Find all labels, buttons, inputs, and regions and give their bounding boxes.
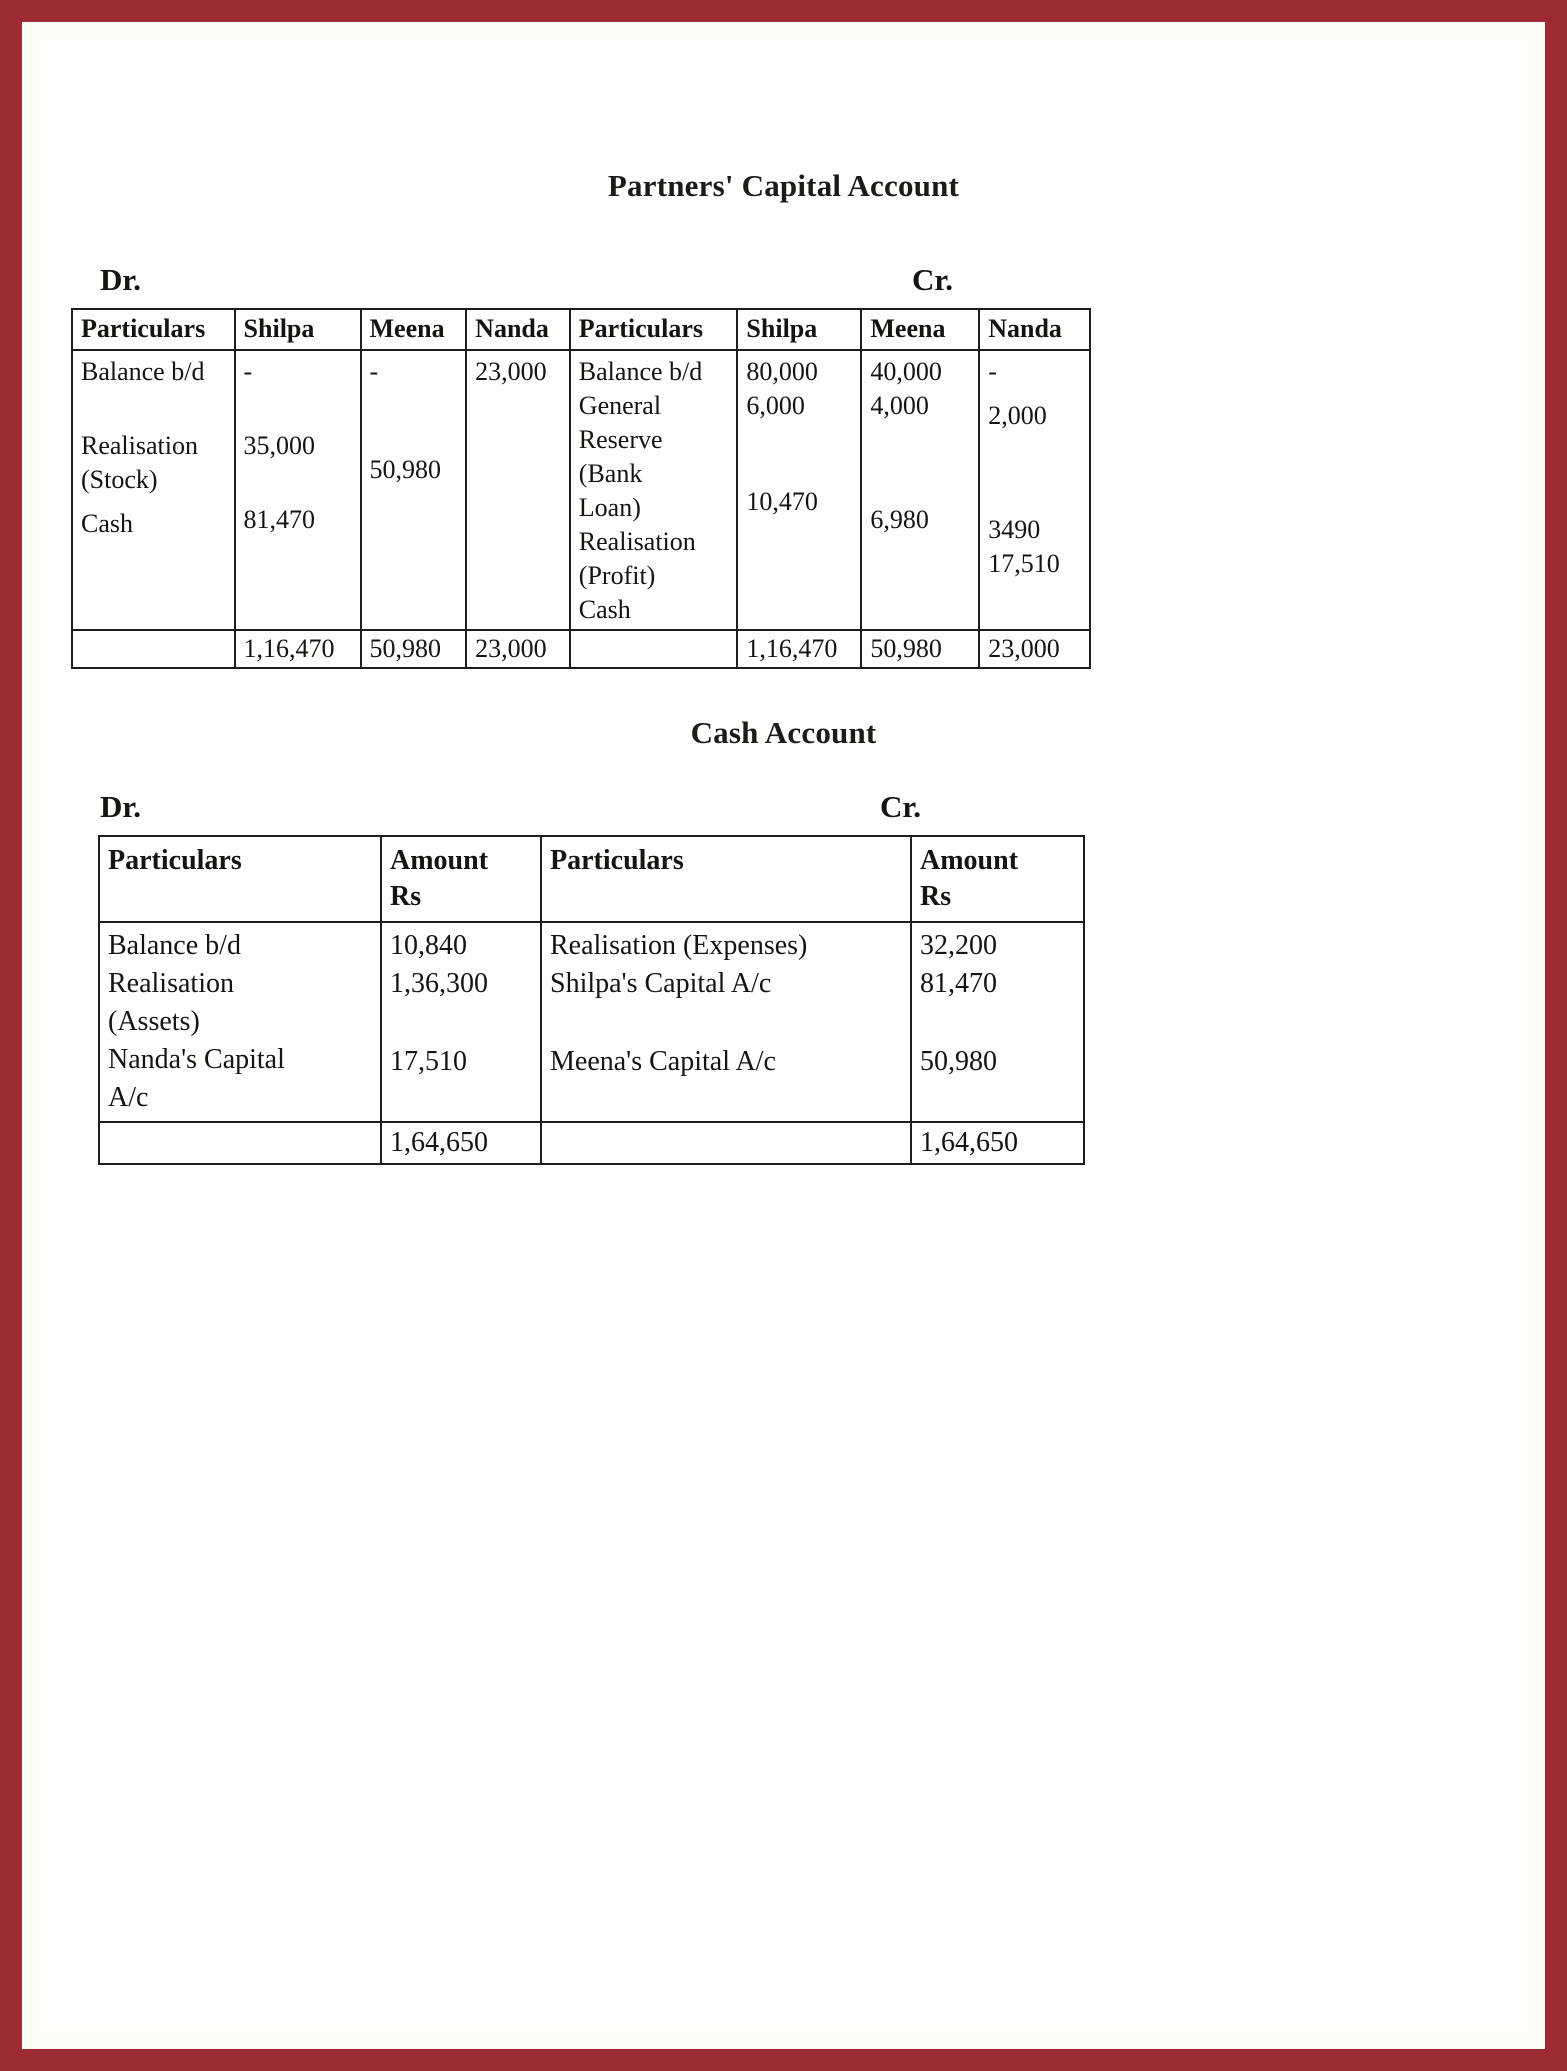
capital-cr-meena-cell (861, 350, 979, 630)
cash-totals-row (99, 1122, 1084, 1164)
cash-dr-particulars-line-1: Balance b/d (108, 930, 241, 961)
capital-cr-nanda-cell (979, 350, 1090, 630)
capital-drcr-row (40, 262, 1527, 308)
cash-drcr-row (40, 789, 1527, 835)
cash-dr-particulars-line-2: Realisation (108, 968, 234, 999)
capital-total-cr-shilpa: 1,16,470 (737, 630, 861, 668)
cash-body-row (99, 922, 1084, 1122)
spacer (370, 389, 459, 453)
capital-dr-particulars-line-1: Balance b/d (81, 357, 205, 386)
cash-total-dr-amount: 1,64,650 (381, 1122, 541, 1164)
cash-dr-amount-cell (381, 922, 541, 1122)
capital-cr-nanda-line-3: 3490 (988, 515, 1041, 544)
cash-header-amount-cr-line1: Amount (920, 845, 1019, 876)
capital-cr-particulars-line-4: (Bank (578, 459, 643, 488)
spacer (988, 473, 1082, 513)
cash-header-amount-dr-line1: Amount (390, 845, 489, 876)
capital-cr-shilpa-line-1: 80,000 (746, 357, 818, 386)
capital-header-nanda-cr: Nanda (979, 309, 1090, 350)
capital-cr-meena-line-1: 40,000 (870, 357, 942, 386)
cash-header-amount-dr (381, 836, 541, 922)
cash-cr-amount-line-2: 81,470 (920, 968, 997, 999)
cash-total-cr-amount: 1,64,650 (911, 1122, 1084, 1164)
cash-dr-amount-line-2: 1,36,300 (390, 968, 488, 999)
spacer (550, 1003, 903, 1043)
spacer (870, 463, 971, 503)
spacer (244, 463, 353, 503)
capital-cr-nanda-line-4: 17,510 (988, 549, 1060, 578)
capital-account-title: Partners' Capital Account (607, 168, 960, 203)
spacer (81, 497, 227, 507)
capital-total-cr-nanda: 23,000 (979, 630, 1090, 668)
spacer (746, 463, 853, 485)
spacer (81, 389, 227, 429)
spacer (870, 423, 971, 463)
capital-dr-shilpa-line-3: 81,470 (243, 505, 316, 534)
capital-cr-meena-line-3: 6,980 (870, 505, 929, 534)
cash-total-cr-particulars (541, 1122, 911, 1164)
cash-account-title: Cash Account (690, 715, 877, 750)
capital-cr-particulars-line-8: Cash (578, 595, 631, 624)
capital-dr-nanda-line-1: 23,000 (475, 357, 547, 386)
capital-cr-particulars-line-2: General (578, 391, 662, 420)
capital-dr-meena-line-1: - (369, 357, 379, 386)
capital-header-nanda-dr: Nanda (466, 309, 570, 350)
capital-dr-shilpa-cell (235, 350, 361, 630)
capital-header-shilpa-dr: Shilpa (235, 309, 361, 350)
spacer (988, 389, 1082, 399)
capital-dr-nanda-cell (466, 350, 570, 630)
capital-header-row (72, 309, 1090, 350)
spacer (390, 1003, 533, 1043)
capital-header-particulars-cr: Particulars (570, 309, 738, 350)
capital-total-dr-meena: 50,980 (361, 630, 467, 668)
document-sheet (40, 40, 1527, 2031)
capital-cr-nanda-line-1: - (988, 357, 997, 386)
capital-total-cr-meena: 50,980 (861, 630, 979, 668)
capital-cr-particulars-cell (570, 350, 738, 630)
capital-header-meena-cr: Meena (861, 309, 979, 350)
cash-header-particulars-dr: Particulars (99, 836, 381, 922)
capital-dr-particulars-line-2: Realisation (81, 431, 198, 460)
capital-header-meena-dr: Meena (361, 309, 467, 350)
capital-dr-label: Dr. (100, 262, 142, 297)
cash-cr-particulars-line-1: Realisation (Expenses) (550, 930, 808, 961)
capital-total-cr-particulars (570, 630, 738, 668)
cash-dr-amount-line-3: 17,510 (390, 1046, 467, 1077)
capital-cr-shilpa-line-3: 10,470 (746, 487, 818, 516)
capital-dr-particulars-cell (72, 350, 235, 630)
capital-total-dr-nanda: 23,000 (466, 630, 570, 668)
cash-dr-particulars-line-3: (Assets) (108, 1006, 200, 1037)
capital-cr-particulars-line-5: Loan) (578, 493, 641, 522)
cash-account-table (98, 835, 1085, 1165)
capital-dr-meena-line-2: 50,980 (369, 455, 442, 484)
capital-cr-shilpa-cell (737, 350, 861, 630)
cash-dr-amount-line-1: 10,840 (390, 930, 467, 961)
cash-dr-particulars-line-4: Nanda's Capital (108, 1044, 285, 1075)
cash-dr-particulars-cell (99, 922, 381, 1122)
capital-body-row (72, 350, 1090, 630)
cash-cr-amount-line-1: 32,200 (920, 930, 997, 961)
cash-dr-label: Dr. (100, 789, 142, 824)
capital-dr-particulars-line-3: (Stock) (81, 465, 158, 494)
cash-cr-amount-line-3: 50,980 (920, 1046, 997, 1077)
cash-cr-particulars-line-3: Meena's Capital A/c (550, 1046, 776, 1077)
capital-cr-particulars-line-7: (Profit) (578, 561, 656, 590)
cash-cr-amount-cell (911, 922, 1084, 1122)
cash-header-amount-dr-line2: Rs (390, 881, 422, 912)
capital-cr-meena-line-2: 4,000 (870, 391, 929, 420)
capital-cr-nanda-line-2: 2,000 (988, 401, 1047, 430)
capital-totals-row (72, 630, 1090, 668)
capital-header-particulars-dr: Particulars (72, 309, 235, 350)
capital-dr-shilpa-line-2: 35,000 (243, 431, 316, 460)
spacer (920, 1003, 1076, 1043)
capital-header-shilpa-cr: Shilpa (737, 309, 861, 350)
capital-total-dr-shilpa: 1,16,470 (235, 630, 361, 668)
spacer (988, 433, 1082, 473)
cash-header-amount-cr-line2: Rs (920, 881, 952, 912)
cash-cr-label: Cr. (880, 789, 922, 824)
capital-cr-particulars-line-1: Balance b/d (578, 357, 703, 386)
capital-dr-meena-cell (361, 350, 467, 630)
cash-cr-particulars-cell (541, 922, 911, 1122)
cash-total-dr-particulars (99, 1122, 381, 1164)
capital-cr-particulars-line-6: Realisation (578, 527, 696, 556)
cash-cr-particulars-line-2: Shilpa's Capital A/c (550, 968, 772, 999)
capital-cr-particulars-line-3: Reserve (578, 425, 663, 454)
cash-header-particulars-cr: Particulars (541, 836, 911, 922)
cash-dr-particulars-line-5: A/c (108, 1082, 149, 1113)
capital-table-wrap (40, 308, 1527, 669)
capital-cr-shilpa-line-2: 6,000 (746, 391, 805, 420)
spacer (244, 389, 353, 429)
capital-dr-particulars-line-4: Cash (81, 509, 133, 538)
cash-header-row (99, 836, 1084, 922)
capital-cr-label: Cr. (912, 262, 954, 297)
spacer (746, 423, 853, 463)
capital-total-dr-particulars (72, 630, 235, 668)
partners-capital-account-table (71, 308, 1091, 669)
cash-header-amount-cr (911, 836, 1084, 922)
capital-dr-shilpa-line-1: - (243, 357, 253, 386)
